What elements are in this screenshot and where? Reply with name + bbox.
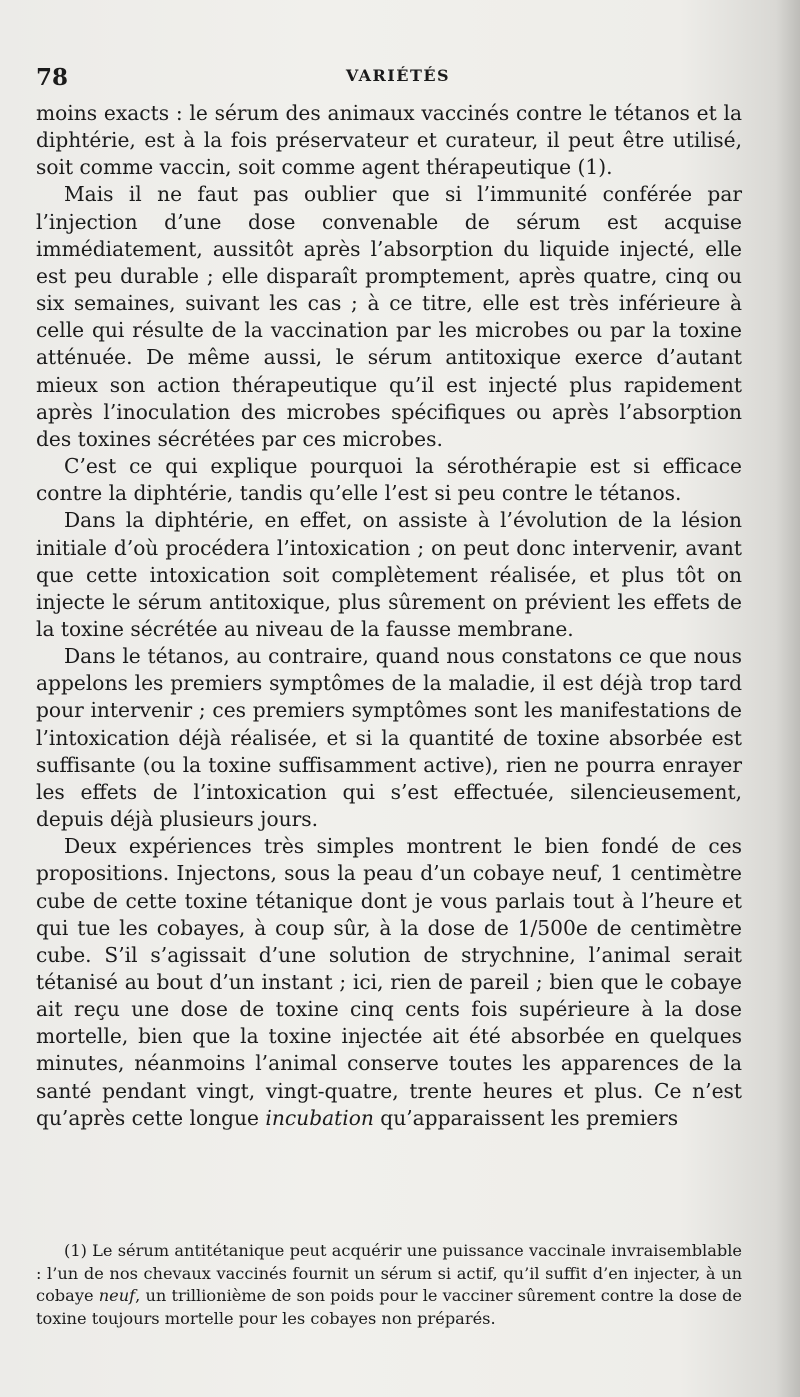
paragraph-1: moins exacts : le sérum des animaux vaccinés contre le tétanos et la diphtérie, est à la fois préservateur et curateur, il peut être utilisé, soit comme vaccin, soit comme agent thérapeutique (1).	[36, 101, 742, 180]
paragraph-6-emphasis: incubation	[265, 1105, 374, 1130]
running-title: VARIÉTÉS	[345, 66, 451, 85]
page-header	[36, 64, 760, 94]
paragraph-6-tail: qu’apparaissent les premiers	[373, 1105, 679, 1130]
paragraph-5: Dans le tétanos, au contraire, quand nous constatons ce que nous appelons les premiers symptômes de la maladie, il est déjà trop tard pour intervenir ; ces premiers symptômes sont les manifestations de l’intoxication déjà réalisée, et si la quantité de toxine absorbée est suffisante (ou la toxine suffisamment active), rien ne pourra enrayer les effets de l’intoxication qui s’est effectuée, silencieusement, depuis déjà plusieurs jours.	[36, 644, 742, 832]
paragraph-3: C’est ce qui explique pourquoi la sérothérapie est si efficace contre la diphtérie, tandis qu’elle l’est si peu contre le tétanos.	[36, 454, 742, 506]
footnote-1-emphasis: neuf	[98, 1286, 136, 1306]
paragraph-4: Dans la diphtérie, en effet, on assiste à l’évolution de la lésion initiale d’où procédera l’intoxication ; on peut donc intervenir, avant que cette intoxication soit complètement réalisée, et plus tôt on injecte le sérum antitoxique, plus sûrement on prévient les effets de la toxine sécrétée au niveau de la fausse membrane.	[36, 508, 742, 641]
footnote-1-text: (1) Le sérum antitétanique peut acquérir une puissance vaccinale invraisemblable : l’un de nos chevaux vaccinés fournit un sérum si actif, qu’il suffit d’en injecter, à un cobaye	[36, 1241, 742, 1306]
paragraph-6	[36, 833, 742, 1132]
footnote-1-tail: , un trillionième de son poids pour le vacciner sûrement contre la dose de toxine toujours mortelle pour les cobayes non préparés.	[36, 1286, 742, 1328]
footnote-1	[36, 1240, 742, 1330]
page-number: 78	[36, 64, 69, 91]
paragraph-6-text: Deux expériences très simples montrent le bien fondé de ces propositions. Injectons, sous la peau d’un cobaye neuf, 1 centimètre cube de cette toxine tétanique dont je vous parlais tout à l’heure et qui tue les cobayes, à coup sûr, à la dose de 1/500e de centimètre cube. S’il s’agissait d’une solution de strychnine, l’animal serait tétanisé au bout d’un instant ; ici, rien de pareil ; bien que le cobaye ait reçu une dose de toxine cinq cents fois supérieure à la dose mortelle, bien que la toxine injectée ait été absorbée en quelques minutes, néanmoins l’animal conserve toutes les apparences de la santé pendant vingt, vingt-quatre, trente heures et plus. Ce n’est qu’après cette longue	[36, 834, 742, 1130]
paragraph-2: Mais il ne faut pas oublier que si l’immunité conférée par l’injection d’une dose convenable de sérum est acquise immédiatement, aussitôt après l’absorption du liquide injecté, elle est peu durable ; elle disparaît promptement, après quatre, cinq ou six semaines, suivant les cas ; à ce titre, elle est très inférieure à celle qui résulte de la vaccination par les microbes ou par la toxine atténuée. De même aussi, le sérum antitoxique exerce d’autant mieux son action thérapeutique qu’il est injecté plus rapidement après l’inoculation des microbes spécifiques ou après l’absorption des toxines sécrétées par ces microbes.	[36, 182, 742, 451]
body-text	[36, 100, 742, 1132]
footnotes	[36, 1240, 742, 1330]
